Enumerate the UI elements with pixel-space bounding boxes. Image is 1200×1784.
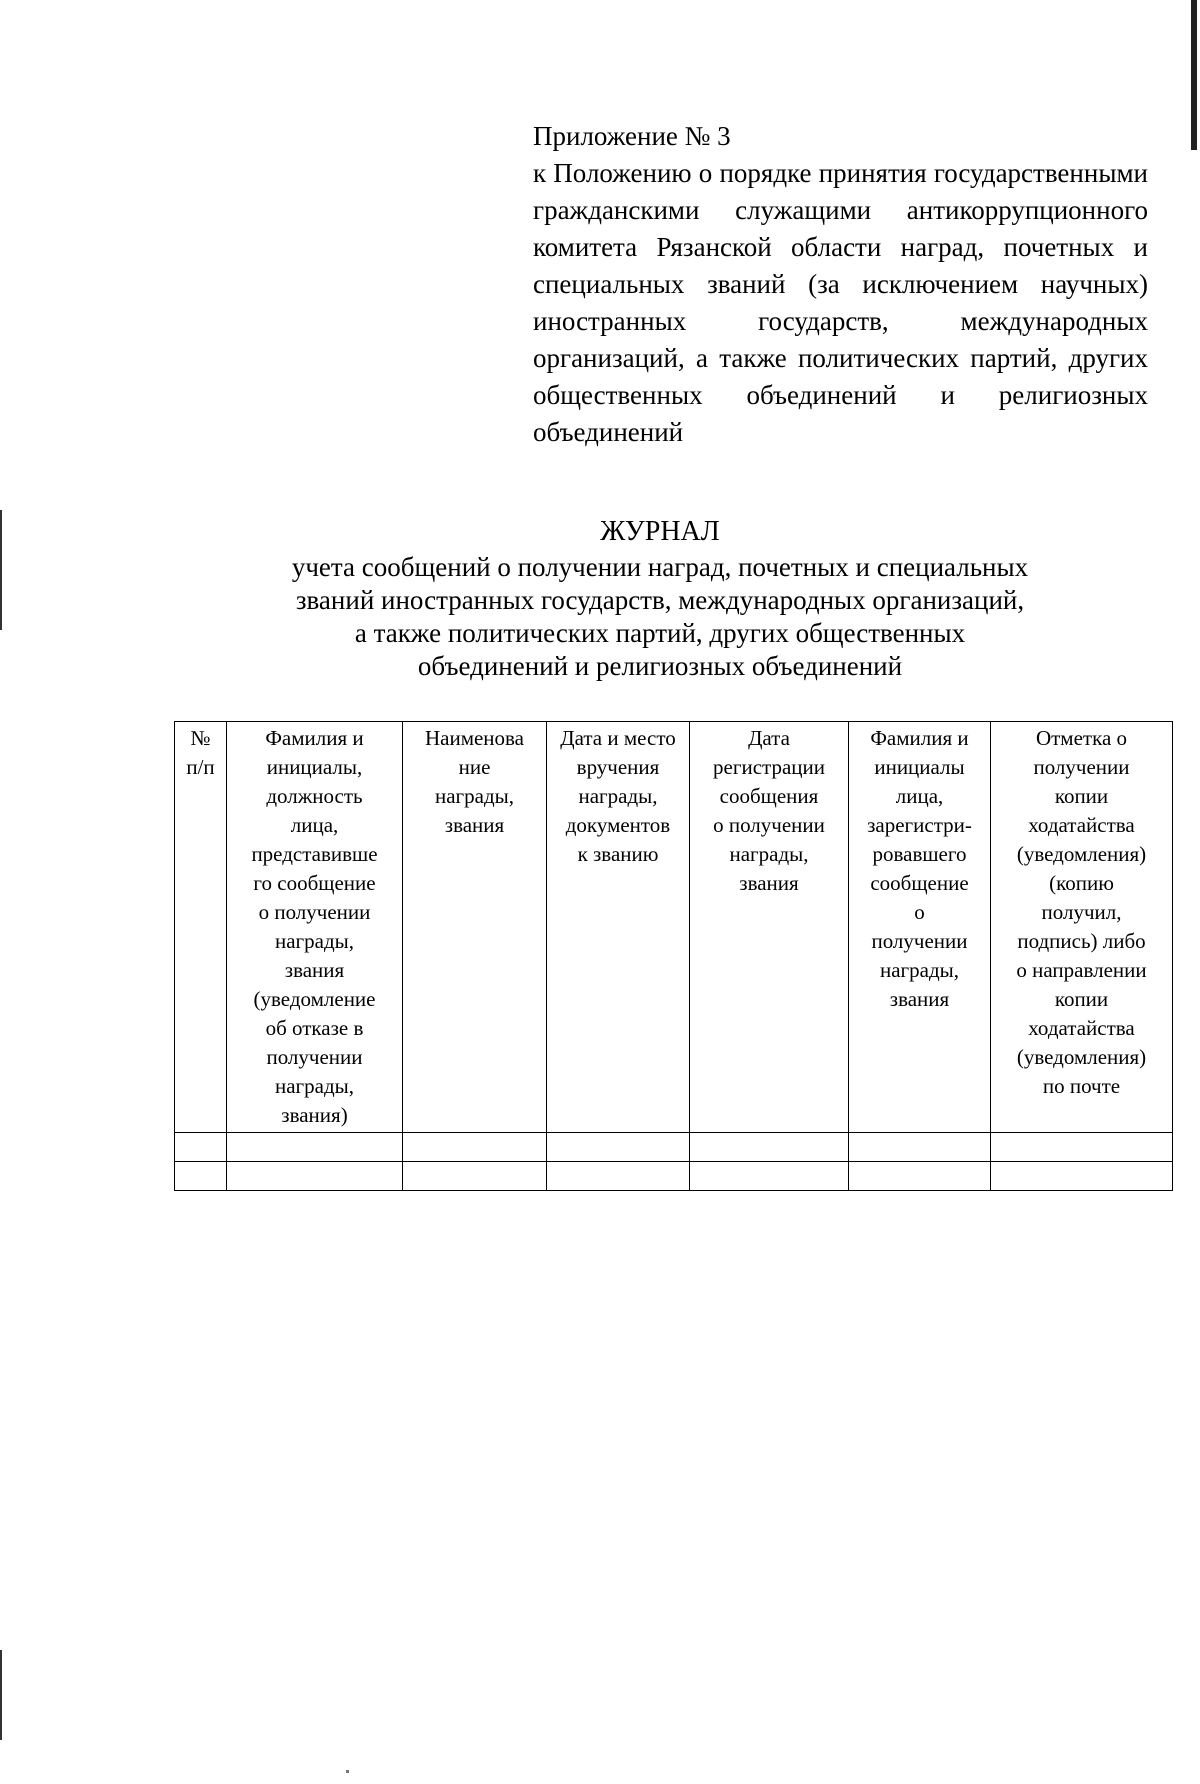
register-table — [174, 721, 1173, 1191]
scan-speck — [346, 1770, 349, 1773]
table-row — [175, 1133, 1173, 1162]
table-cell[interactable] — [690, 1133, 849, 1162]
scan-edge-mark — [0, 1650, 2, 1740]
table-header-row — [175, 722, 1173, 1133]
scan-edge-mark — [1191, 0, 1197, 150]
journal-subtitle-line: званий иностранных государств, международных организаций, — [295, 585, 1025, 615]
table-cell[interactable] — [403, 1162, 547, 1191]
table-cell[interactable] — [227, 1133, 403, 1162]
table-cell[interactable] — [849, 1133, 991, 1162]
table-row — [175, 1162, 1173, 1191]
header-cell-name: Фамилия и инициалы, должность лица, представивше го сообщение о получении награды, звания (уведомление об отказе в получении награды, звания) — [227, 722, 403, 1133]
header-cell-registration-date: Дата регистрации сообщения о получении награды, звания — [690, 722, 849, 1133]
table-cell[interactable] — [175, 1162, 227, 1191]
appendix-number: Приложение № 3 — [533, 121, 731, 151]
journal-title: ЖУРНАЛ — [600, 516, 720, 547]
table-cell[interactable] — [547, 1162, 690, 1191]
header-cell-date-place: Дата и место вручения награды, документов к званию — [547, 722, 690, 1133]
journal-subtitle-line: объединений и религиозных объединений — [417, 651, 903, 681]
header-cell-number: № п/п — [175, 722, 227, 1133]
header-cell-award: Наименова ние награды, звания — [403, 722, 547, 1133]
journal-subtitle-line: а также политических партий, других общественных — [354, 618, 966, 648]
table-cell[interactable] — [690, 1162, 849, 1191]
header-cell-copy-mark: Отметка о получении копии ходатайства (уведомления) (копию получил, подпись) либо о направлении копии ходатайства (уведомления) по почте — [991, 722, 1173, 1133]
table-cell[interactable] — [403, 1133, 547, 1162]
table-cell[interactable] — [849, 1162, 991, 1191]
table-cell[interactable] — [991, 1162, 1173, 1191]
header-cell-registered-by: Фамилия и инициалы лица, зарегистри- ровавшего сообщение о получении награды, звания — [849, 722, 991, 1133]
table-cell[interactable] — [991, 1133, 1173, 1162]
table-cell[interactable] — [547, 1133, 690, 1162]
journal-subtitle-line: учета сообщений о получении наград, почетных и специальных — [291, 552, 1029, 582]
table-cell[interactable] — [227, 1162, 403, 1191]
table-cell[interactable] — [175, 1133, 227, 1162]
journal-subtitle — [220, 551, 1100, 683]
appendix-block — [533, 118, 1148, 451]
appendix-body: к Положению о порядке принятия государственными гражданскими служащими антикоррупционного комитета Рязанской области наград, почетных и специальных званий (за исключением научных) иностранных государств, международных организаций, а также политических партий, других общественных объединений и религиозных объединений — [533, 158, 1148, 447]
